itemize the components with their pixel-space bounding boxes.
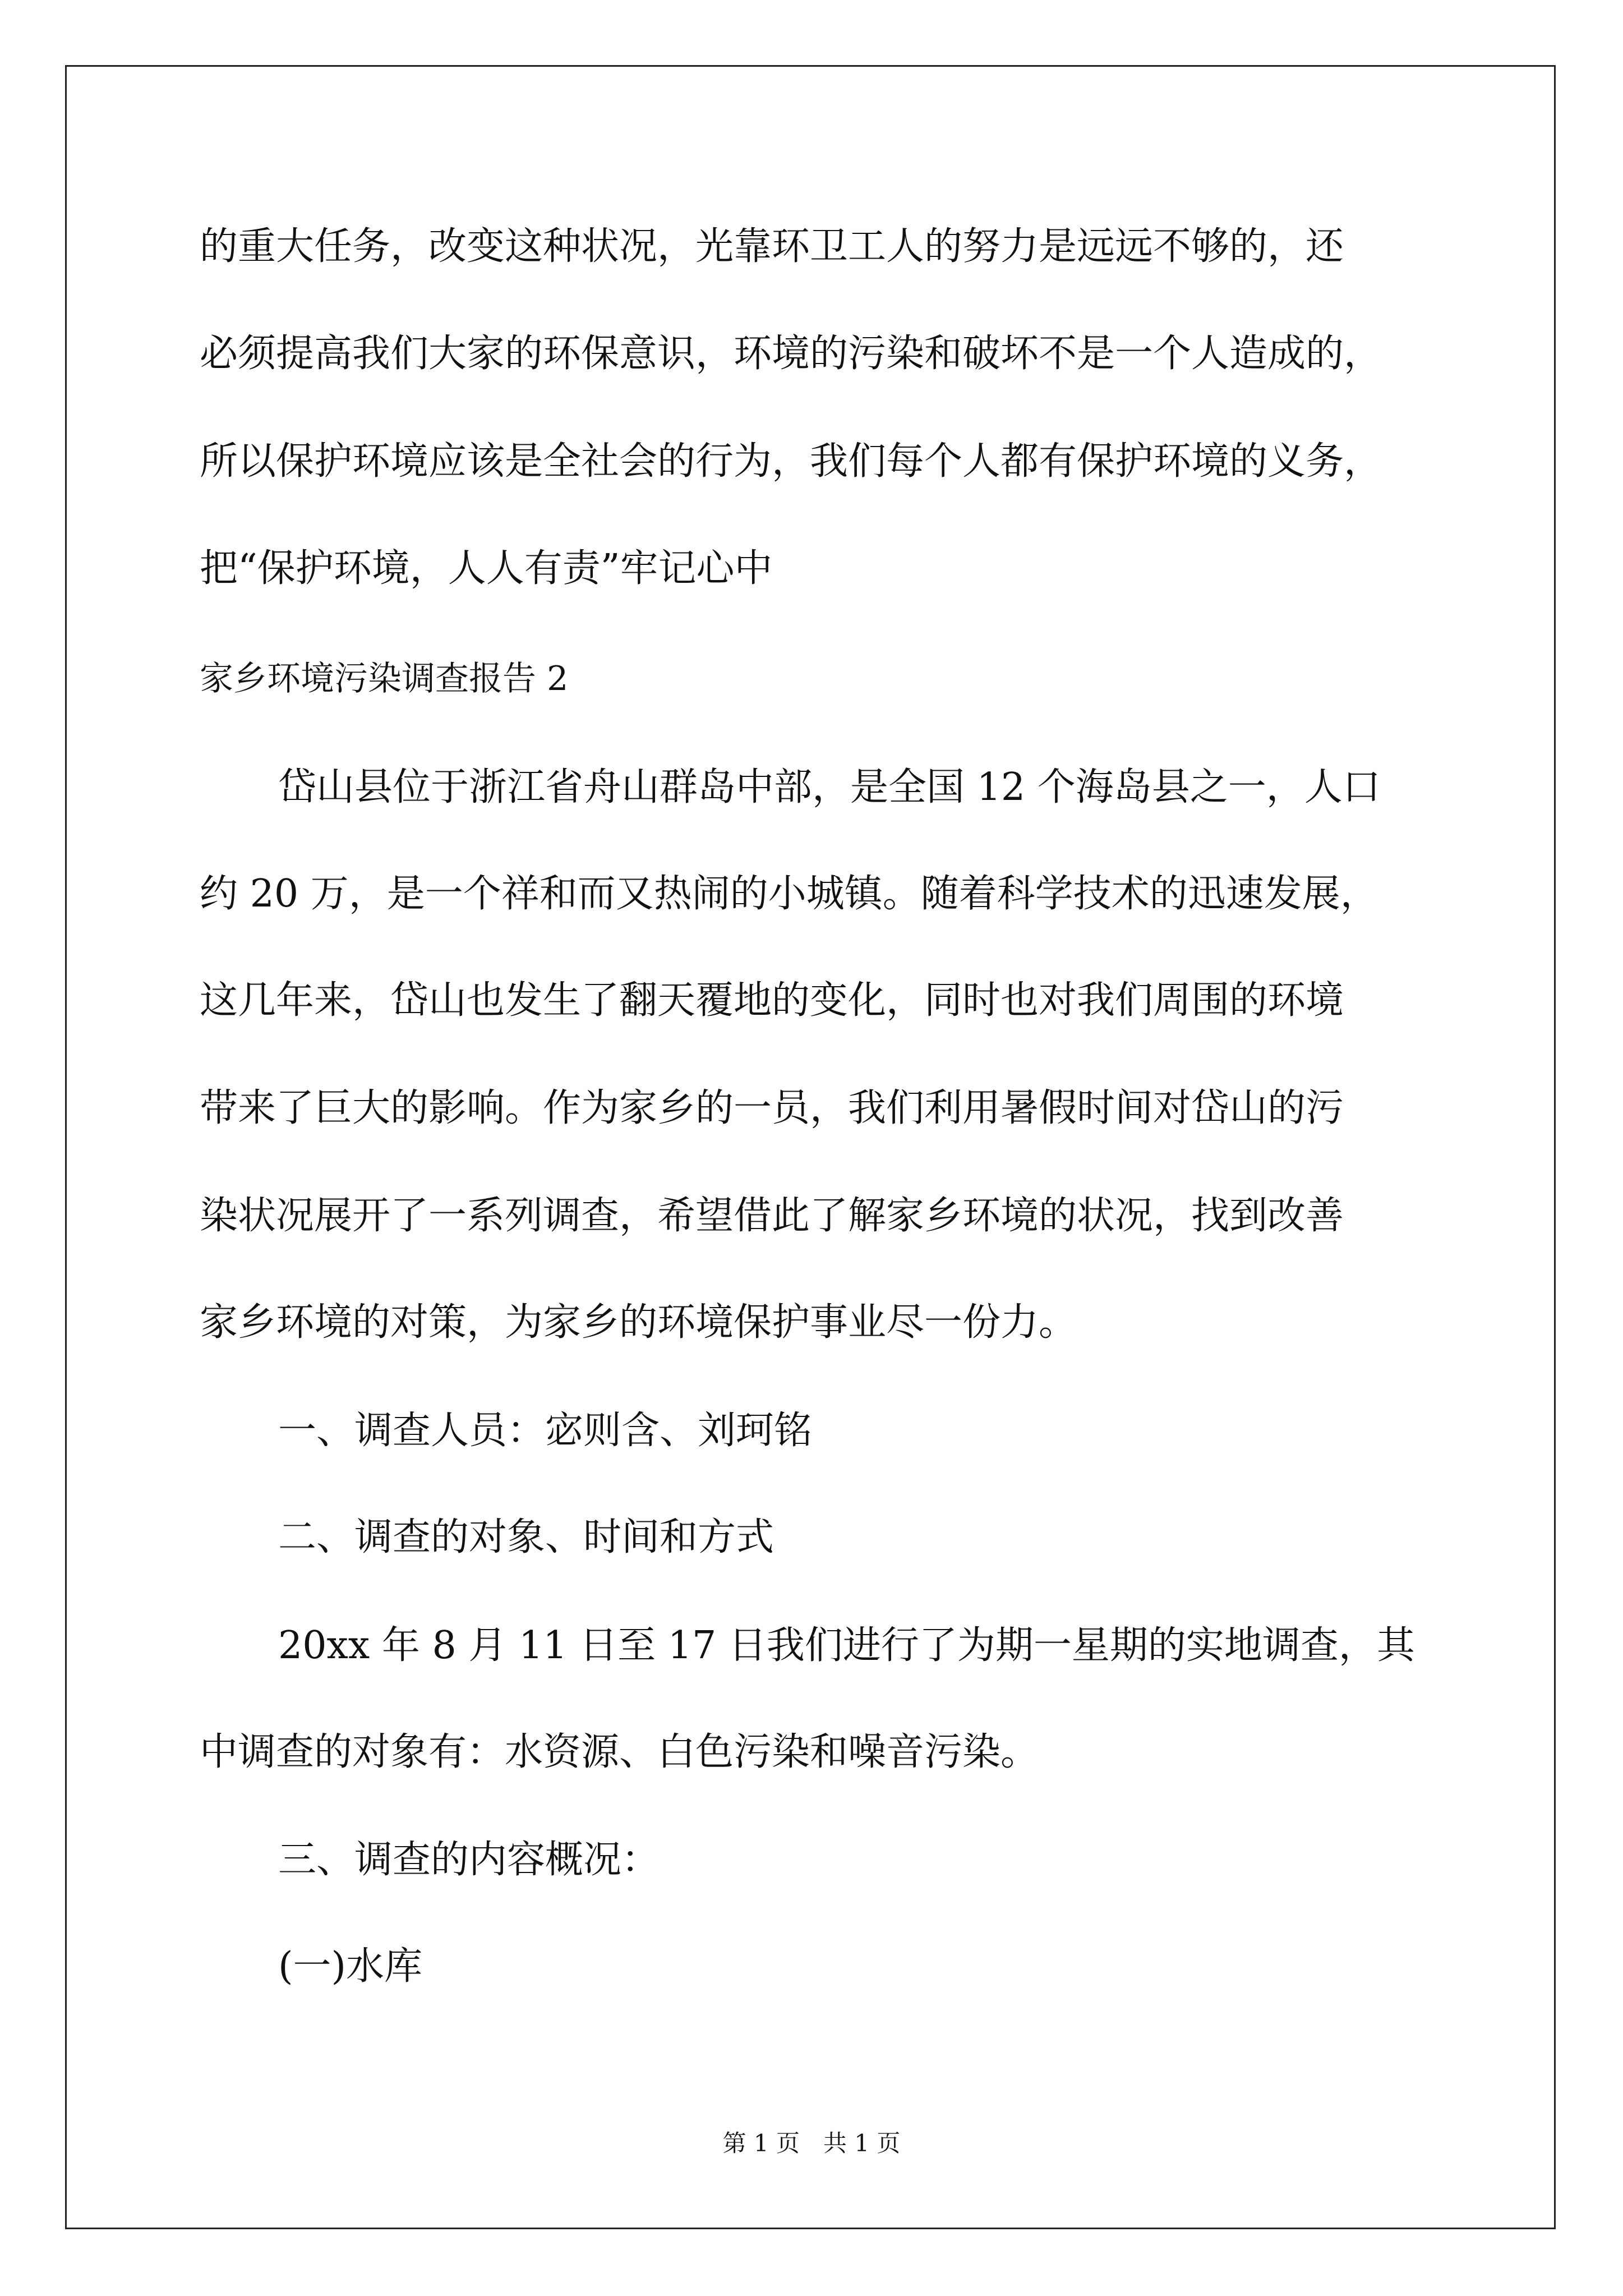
- paragraph-line: 约 20 万，是一个祥和而又热闹的小城镇。随着科学技术的迅速发展，: [200, 872, 1378, 916]
- paragraph-line: 染状况展开了一系列调查，希望借此了解家乡环境的状况，找到改善: [200, 1194, 1344, 1238]
- paragraph-line: 岱山县位于浙江省舟山群岛中部，是全国 12 个海岛县之一，人口: [278, 765, 1381, 809]
- list-item: 一、调查人员：宓则含、刘珂铭: [278, 1409, 813, 1453]
- paragraph-line: 所以保护环境应该是全社会的行为，我们每个人都有保护环境的义务，: [200, 439, 1382, 484]
- section-title: 家乡环境污染调查报告 2: [200, 659, 569, 698]
- paragraph-line: 必须提高我们大家的环保意识，环境的污染和破坏不是一个人造成的，: [200, 332, 1382, 376]
- list-item: 三、调查的内容概况：: [278, 1838, 660, 1882]
- page-number: 第 1 页 共 1 页: [722, 2129, 901, 2157]
- list-item: (一)水库: [278, 1944, 423, 1989]
- page-border: [65, 65, 1556, 2229]
- paragraph-line: 家乡环境的对策，为家乡的环境保护事业尽一份力。: [200, 1300, 1077, 1345]
- paragraph-line: 把“保护环境，人人有责”牢记心中: [200, 546, 773, 591]
- paragraph-line: 的重大任务，改变这种状况，光靠环卫工人的努力是远远不够的，还: [200, 224, 1344, 269]
- paragraph-line: 中调查的对象有：水资源、白色污染和噪音污染。: [200, 1730, 1039, 1774]
- list-item: 二、调查的对象、时间和方式: [278, 1515, 774, 1559]
- paragraph-line: 带来了巨大的影响。作为家乡的一员，我们利用暑假时间对岱山的污: [200, 1086, 1344, 1130]
- paragraph-line: 20xx 年 8 月 11 日至 17 日我们进行了为期一星期的实地调查，其: [278, 1623, 1415, 1668]
- paragraph-line: 这几年来，岱山也发生了翻天覆地的变化，同时也对我们周围的环境: [200, 978, 1344, 1023]
